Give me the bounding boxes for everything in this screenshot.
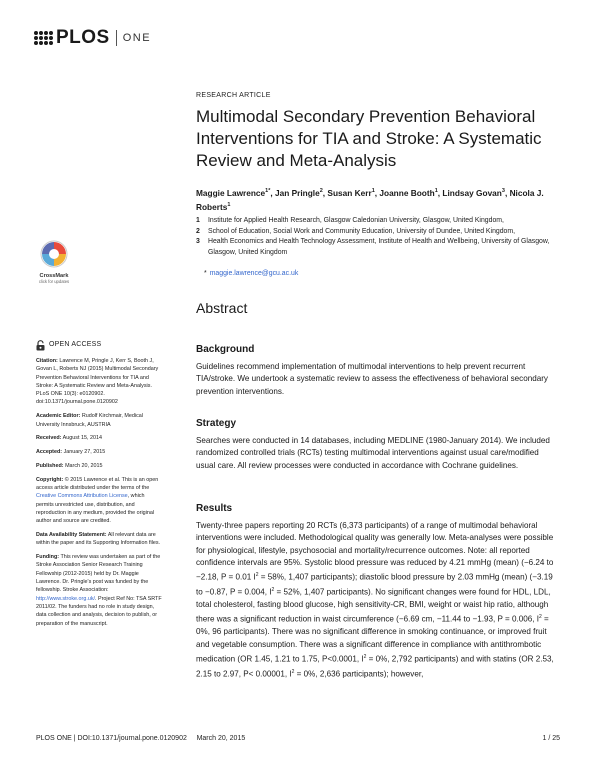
editor-label: Academic Editor:: [36, 413, 81, 420]
open-access-badge: [36, 340, 162, 351]
affiliation-item: [196, 227, 560, 238]
funding-pre: This review was undertaken as part of the Stroke Association Senior Research Training Fellowship (2012-2015) held by Dr. Maggie Lawrence. Dr. Pringle's post was funded by the fellowship. Stroke Association:: [36, 554, 161, 594]
crossmark-label: CrossMark: [39, 273, 69, 279]
crossmark-icon: [40, 240, 68, 268]
accepted-date: [36, 448, 162, 456]
article-title: Multimodal Secondary Prevention Behavioral Interventions for TIA and Stroke: A Systematic Review and Meta-Analysis: [196, 107, 542, 170]
received-text: August 15, 2014: [62, 435, 102, 442]
email-link[interactable]: maggie.lawrence@gcu.ac.uk: [209, 270, 299, 277]
crossmark-sub: click for updates: [38, 279, 70, 284]
author-sep: ,: [374, 187, 380, 198]
funding-label: Funding:: [36, 554, 60, 561]
journal-logo: [34, 28, 151, 48]
footer-citation: PLOS ONE | DOI:10.1371/journal.pone.0120902 March 20, 2015: [36, 735, 246, 742]
accepted-label: Accepted:: [36, 449, 63, 456]
affiliation-item: [196, 216, 560, 227]
data-availability: [36, 531, 162, 548]
author-name: Lindsay Govan: [442, 187, 502, 198]
citation: [36, 357, 162, 407]
i-squared-sup: 2: [255, 572, 259, 579]
citation-text: Lawrence M, Pringle J, Kerr S, Booth J, Govan L, Roberts NJ (2015) Multimodal Secondary Prevention Behavioral Interventions for TIA and Stroke: A Systematic Review and Meta-Analysis. PLoS ONE 10(3): e0120902. doi:10.1371/journal.pone.0120902: [36, 358, 159, 406]
editor-text: Rudolf Kirchmair, Medical University Innsbruck, AUSTRIA: [36, 413, 143, 428]
data-label: Data Availability Statement:: [36, 532, 107, 539]
author-list: [196, 185, 560, 213]
affiliation-number: 2: [196, 227, 200, 235]
strategy-heading: Strategy: [196, 418, 237, 429]
author-affil: 1: [434, 188, 438, 194]
author-name: Jan Pringle: [275, 187, 320, 198]
funding-post: . Project Ref No: TSA SRTF 2011/02. The funders had no role in study design, data collection and analysis, decision to publish, or preparation of the manuscript.: [36, 595, 162, 627]
results-part: = 0%, 2,636 participants); however,: [294, 669, 424, 679]
article-type: RESEARCH ARTICLE: [196, 92, 271, 99]
author-affil: 1: [227, 201, 231, 208]
copyright-post: , which permits unrestricted use, distribution, and reproduction in any medium, provided the original author and source are credited.: [36, 493, 155, 525]
accepted-text: January 27, 2015: [63, 449, 106, 456]
author-affil: 2: [319, 188, 323, 194]
i-squared-sup: 2: [291, 669, 295, 676]
open-lock-icon: [36, 340, 45, 351]
author-name: Susan Kerr: [327, 187, 372, 198]
author-affil: 3: [501, 188, 505, 194]
license-link[interactable]: Creative Commons Attribution License: [36, 493, 128, 500]
corresponding-email: [204, 270, 298, 277]
author-affil: 1*: [265, 188, 271, 194]
citation-label: Citation:: [36, 358, 58, 364]
crossmark-badge[interactable]: [36, 240, 72, 284]
results-text: [196, 520, 560, 681]
affiliation-item: [196, 237, 560, 258]
published-date: [36, 462, 162, 470]
page-number: 1 / 25: [542, 735, 560, 742]
author-sep: ,: [270, 187, 275, 198]
author-name: Joanne Booth: [379, 187, 435, 198]
affiliation-text: Health Economics and Health Technology Assessment, Institute of Health and Wellbeing, University of Glasgow, Glasgow, United Kingdom: [208, 238, 550, 256]
results-heading: Results: [196, 503, 233, 514]
author-name: Nicola J. Roberts: [196, 187, 544, 212]
affiliation-text: School of Education, Social Work and Community Education, University of Dundee, United Kingdom,: [208, 227, 516, 235]
data-text: All relevant data are within the paper and its Supporting Information files.: [36, 532, 161, 547]
i-squared-sup: 2: [363, 654, 367, 661]
affiliation-text: Institute for Applied Health Research, Glasgow Caledonian University, Glasgow, United Kingdom,: [208, 217, 504, 224]
abstract-heading: Abstract: [196, 300, 248, 316]
results-part: = 0%, 2,792 participants) and with statins (OR 2.53, 2.15 to 2.97, P< 0.00001, I: [196, 654, 554, 679]
background-heading: Background: [196, 344, 255, 355]
journal-section: ONE: [122, 32, 152, 44]
published-text: March 20, 2015: [65, 462, 103, 469]
background-text: Guidelines recommend implementation of multimodal interventions to help prevent recurrent TIA/stroke. We undertook a systematic review to assess the effectiveness of behavioral secondary prevention interventions.: [196, 362, 548, 396]
funding: [36, 553, 162, 628]
author-sep: ,: [322, 187, 328, 198]
author-sep: ,: [437, 187, 443, 198]
affiliation-number: 3: [196, 238, 200, 245]
i-squared-sup: 2: [271, 587, 275, 594]
author-sep: ,: [504, 187, 510, 198]
journal-name: PLOS: [56, 27, 110, 48]
received-label: Received:: [36, 435, 62, 442]
plos-dots-icon: [34, 31, 53, 45]
open-access-label: OPEN ACCESS: [49, 341, 102, 349]
received-date: [36, 434, 162, 442]
copyright-label: Copyright:: [36, 476, 64, 483]
results-part: = 58%, 1,407 participants); diastolic blood pressure by 2.03 mmHg (mean) (−3.19 to −0.87, P = 0.004, I: [196, 572, 553, 597]
author-name: Maggie Lawrence: [196, 187, 266, 198]
email-star: *: [204, 270, 207, 277]
author-affil: 1: [371, 188, 375, 194]
academic-editor: [36, 412, 162, 429]
results-part: = 0%, 96 participants). There was no significant difference in smoking continuance, or improved fruit and vegetable consumption. There was a significant difference in compliance with antithrombotic medication (OR 1.45, 1.21 to 1.75, P<0.0001, I: [196, 615, 549, 664]
copyright: [36, 476, 162, 526]
i-squared-sup: 2: [538, 614, 542, 621]
results-part: = 52%, 1,407 participants). No significant changes were found for HDL, LDL, total cholesterol, fasting blood glucose, high sensitivity-CR, BMI, weight or waist hip ratio, although there was a significant reduction in waist circumference (−6.69 cm, −11.44 to −1.93, P = 0.006, I: [196, 587, 551, 625]
affiliation-number: 1: [196, 217, 200, 224]
strategy-text: Searches were conducted in 14 databases, including MEDLINE (1980-January 2014). We included randomized controlled trials (RCTs) testing multimodal interventions against usual care/modified usual care. All review processes were conducted in accordance with Cochrane guidelines.: [196, 436, 550, 470]
affiliation-list: [196, 216, 560, 258]
published-label: Published:: [36, 462, 64, 469]
copyright-pre: © 2015 Lawrence et al. This is an open access article distributed under the terms of the: [36, 476, 159, 492]
results-part: Twenty-three papers reporting 20 RCTs (6,373 participants) of a range of multimodal behavioral interventions were included. Methodological quality was generally low. Meta-analyses were possible for physiological, lifestyle, psychosocial and mortality/recurrence outcomes. Note: all reported confidence intervals are 95%. Systolic blood pressure was reduced by 4.21 mmHg (mean) (−6.24 to −2.18, P = 0.01 I: [196, 521, 554, 582]
funding-link[interactable]: http://www.stroke.org.uk/: [36, 595, 96, 602]
article-sidebar: [36, 340, 162, 633]
logo-divider: [116, 30, 117, 46]
